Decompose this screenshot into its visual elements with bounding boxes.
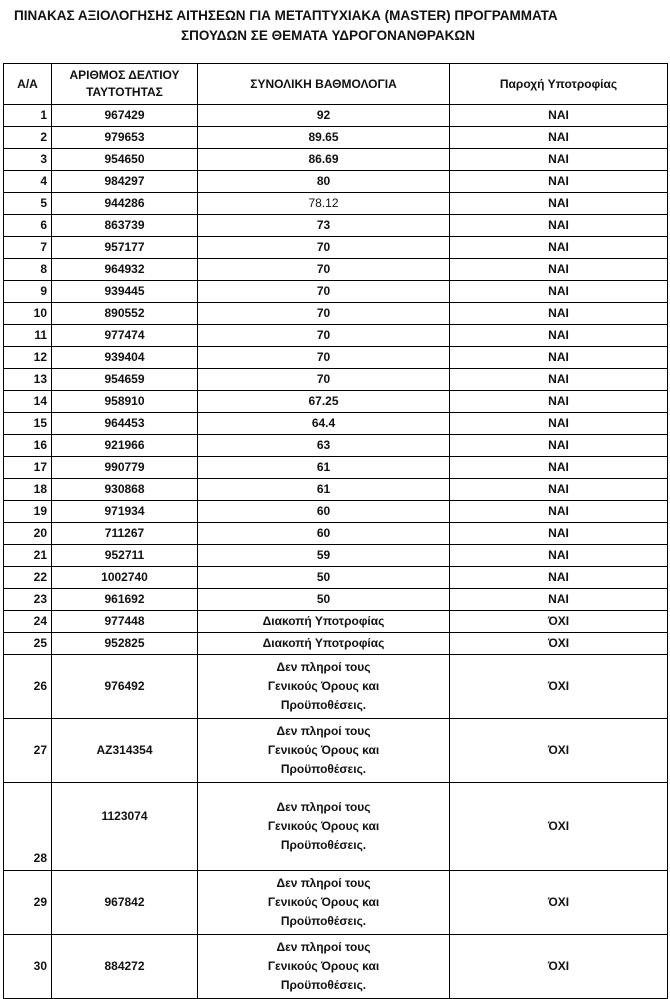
row-index: 4: [4, 171, 52, 193]
row-index: 1: [4, 105, 52, 127]
row-index: 3: [4, 149, 52, 171]
row-id-number: 921966: [52, 435, 198, 457]
row-index: 2: [4, 127, 52, 149]
row-total-score: 70: [198, 369, 450, 391]
table-row: [4, 567, 668, 589]
row-total-score: 70: [198, 347, 450, 369]
row-index: 14: [4, 391, 52, 413]
row-index: 29: [4, 871, 52, 935]
row-scholarship: ΝΑΙ: [450, 413, 668, 435]
row-index: 10: [4, 303, 52, 325]
table-row: [4, 215, 668, 237]
table-row: [4, 259, 668, 281]
row-scholarship: ΌΧΙ: [450, 783, 668, 871]
score-text-line: Γενικούς Όρους και: [267, 743, 380, 757]
row-id-number: 939404: [52, 347, 198, 369]
header-id-number: ΑΡΙΘΜΟΣ ΔΕΛΤΙΟΥ ΤΑΥΤΟΤΗΤΑΣ: [52, 64, 198, 105]
table-row: [4, 171, 668, 193]
row-id-number: 977474: [52, 325, 198, 347]
row-id-number: 930868: [52, 479, 198, 501]
score-text-line: Γενικούς Όρους και: [267, 679, 380, 693]
row-id-number: 1123074: [52, 783, 198, 871]
row-index: 8: [4, 259, 52, 281]
row-id-number: 939445: [52, 281, 198, 303]
table-row: [4, 611, 668, 633]
row-id-number: 884272: [52, 935, 198, 999]
header-index: Α/Α: [4, 64, 52, 105]
row-total-score: 61: [198, 479, 450, 501]
row-total-score: [198, 719, 450, 783]
row-id-number: 964932: [52, 259, 198, 281]
row-total-score: 73: [198, 215, 450, 237]
header-total-score: ΣΥΝΟΛΙΚΗ ΒΑΘΜΟΛΟΓΙΑ: [198, 64, 450, 105]
row-scholarship: ΝΑΙ: [450, 567, 668, 589]
row-index: 9: [4, 281, 52, 303]
row-id-number: 964453: [52, 413, 198, 435]
table-row: [4, 719, 668, 783]
table-row: [4, 369, 668, 391]
row-scholarship: ΝΑΙ: [450, 523, 668, 545]
row-total-score: [198, 871, 450, 935]
table-row: [4, 303, 668, 325]
row-scholarship: ΝΑΙ: [450, 479, 668, 501]
row-total-score: 63: [198, 435, 450, 457]
row-id-number: 711267: [52, 523, 198, 545]
row-index: 25: [4, 633, 52, 655]
score-text-line: Προϋποθέσεις.: [280, 978, 367, 992]
row-id-number: 976492: [52, 655, 198, 719]
table-row: [4, 871, 668, 935]
row-id-number: 990779: [52, 457, 198, 479]
row-index: 28: [4, 783, 52, 871]
row-scholarship: ΝΑΙ: [450, 105, 668, 127]
row-index: 15: [4, 413, 52, 435]
row-scholarship: ΌΧΙ: [450, 719, 668, 783]
table-row: [4, 237, 668, 259]
table-row: [4, 105, 668, 127]
row-total-score: [198, 783, 450, 871]
row-index: 16: [4, 435, 52, 457]
title-line-2: ΣΠΟΥΔΩΝ ΣΕ ΘΕΜΑΤΑ ΥΔΡΟΓΟΝΑΝΘΡΑΚΩΝ: [181, 28, 475, 43]
score-text-line: Προϋποθέσεις.: [280, 838, 367, 852]
row-id-number: ΑΖ314354: [52, 719, 198, 783]
row-index: 6: [4, 215, 52, 237]
table-row: [4, 193, 668, 215]
title-line-1: ΠΙΝΑΚΑΣ ΑΞΙΟΛΟΓΗΣΗΣ ΑΙΤΗΣΕΩΝ ΓΙΑ ΜΕΤΑΠΤΥΧΙΑΚΑ (MASTER) ΠΡΟΓΡΑΜΜΑΤΑ: [14, 8, 558, 23]
score-text-line: Δεν πληροί τους: [276, 800, 371, 814]
row-index: 26: [4, 655, 52, 719]
row-scholarship: ΝΑΙ: [450, 127, 668, 149]
row-total-score: 70: [198, 237, 450, 259]
row-scholarship: ΝΑΙ: [450, 237, 668, 259]
table-row: [4, 633, 668, 655]
table-row: [4, 347, 668, 369]
row-total-score: Διακοπή Υποτροφίας: [198, 633, 450, 655]
row-total-score: 80: [198, 171, 450, 193]
row-index: 20: [4, 523, 52, 545]
table-row: [4, 435, 668, 457]
score-text-line: Γενικούς Όρους και: [267, 819, 380, 833]
row-total-score: 70: [198, 325, 450, 347]
row-id-number: 944286: [52, 193, 198, 215]
row-total-score: 78.12: [198, 193, 450, 215]
row-scholarship: ΌΧΙ: [450, 655, 668, 719]
row-scholarship: ΝΑΙ: [450, 435, 668, 457]
evaluation-table: [3, 63, 668, 999]
table-row: [4, 413, 668, 435]
table-row: [4, 783, 668, 871]
table-row: [4, 545, 668, 567]
row-total-score: 89.65: [198, 127, 450, 149]
row-scholarship: ΝΑΙ: [450, 347, 668, 369]
row-total-score: [198, 935, 450, 999]
row-scholarship: ΝΑΙ: [450, 171, 668, 193]
row-total-score: 70: [198, 281, 450, 303]
score-text-line: Γενικούς Όρους και: [267, 895, 380, 909]
row-index: 23: [4, 589, 52, 611]
score-text-line: Γενικούς Όρους και: [267, 959, 380, 973]
score-text-line: Δεν πληροί τους: [276, 724, 371, 738]
row-total-score: Διακοπή Υποτροφίας: [198, 611, 450, 633]
row-id-number: 967429: [52, 105, 198, 127]
score-text-line: Προϋποθέσεις.: [280, 698, 367, 712]
row-id-number: 954659: [52, 369, 198, 391]
table-row: [4, 325, 668, 347]
row-id-number: 952711: [52, 545, 198, 567]
row-id-number: 1002740: [52, 567, 198, 589]
row-scholarship: ΝΑΙ: [450, 215, 668, 237]
row-index: 18: [4, 479, 52, 501]
row-scholarship: ΝΑΙ: [450, 589, 668, 611]
row-scholarship: ΝΑΙ: [450, 325, 668, 347]
row-total-score: 59: [198, 545, 450, 567]
table-row: [4, 589, 668, 611]
table-row: [4, 501, 668, 523]
row-index: 19: [4, 501, 52, 523]
table-row: [4, 523, 668, 545]
row-id-number: 952825: [52, 633, 198, 655]
row-index: 13: [4, 369, 52, 391]
row-id-number: 961692: [52, 589, 198, 611]
score-text-line: Δεν πληροί τους: [276, 660, 371, 674]
row-total-score: 64.4: [198, 413, 450, 435]
row-index: 7: [4, 237, 52, 259]
score-text-line: Προϋποθέσεις.: [280, 914, 367, 928]
row-id-number: 957177: [52, 237, 198, 259]
row-total-score: 92: [198, 105, 450, 127]
row-total-score: 67.25: [198, 391, 450, 413]
row-scholarship: ΌΧΙ: [450, 611, 668, 633]
document-title: [0, 6, 670, 46]
table-row: [4, 127, 668, 149]
table-row: [4, 935, 668, 999]
row-total-score: 60: [198, 523, 450, 545]
row-scholarship: ΝΑΙ: [450, 193, 668, 215]
row-index: 21: [4, 545, 52, 567]
row-total-score: 70: [198, 303, 450, 325]
table-row: [4, 149, 668, 171]
row-scholarship: ΝΑΙ: [450, 501, 668, 523]
row-scholarship: ΌΧΙ: [450, 633, 668, 655]
row-id-number: 863739: [52, 215, 198, 237]
table-row: [4, 479, 668, 501]
row-scholarship: ΝΑΙ: [450, 391, 668, 413]
score-text-line: Προϋποθέσεις.: [280, 762, 367, 776]
score-text-line: Δεν πληροί τους: [276, 940, 371, 954]
table-row: [4, 281, 668, 303]
row-total-score: 60: [198, 501, 450, 523]
table-row: [4, 655, 668, 719]
row-id-number: 979653: [52, 127, 198, 149]
row-id-number: 890552: [52, 303, 198, 325]
row-id-number: 954650: [52, 149, 198, 171]
row-scholarship: ΌΧΙ: [450, 935, 668, 999]
header-scholarship: Παροχή Υποτροφίας: [450, 64, 668, 105]
row-id-number: 967842: [52, 871, 198, 935]
row-total-score: [198, 655, 450, 719]
row-id-number: 971934: [52, 501, 198, 523]
row-scholarship: ΌΧΙ: [450, 871, 668, 935]
row-id-number: 984297: [52, 171, 198, 193]
row-scholarship: ΝΑΙ: [450, 545, 668, 567]
row-scholarship: ΝΑΙ: [450, 303, 668, 325]
row-index: 24: [4, 611, 52, 633]
row-index: 27: [4, 719, 52, 783]
row-total-score: 70: [198, 259, 450, 281]
row-total-score: 61: [198, 457, 450, 479]
table-row: [4, 391, 668, 413]
table-row: [4, 457, 668, 479]
row-scholarship: ΝΑΙ: [450, 369, 668, 391]
score-text-line: Δεν πληροί τους: [276, 876, 371, 890]
table-body: [4, 105, 668, 999]
row-index: 30: [4, 935, 52, 999]
row-index: 11: [4, 325, 52, 347]
row-scholarship: ΝΑΙ: [450, 457, 668, 479]
row-id-number: 958910: [52, 391, 198, 413]
row-id-number: 977448: [52, 611, 198, 633]
table-header-row: [4, 64, 668, 105]
row-total-score: 50: [198, 567, 450, 589]
row-index: 17: [4, 457, 52, 479]
row-total-score: 50: [198, 589, 450, 611]
row-total-score: 86.69: [198, 149, 450, 171]
row-index: 12: [4, 347, 52, 369]
row-scholarship: ΝΑΙ: [450, 259, 668, 281]
row-index: 22: [4, 567, 52, 589]
row-scholarship: ΝΑΙ: [450, 281, 668, 303]
row-index: 5: [4, 193, 52, 215]
row-scholarship: ΝΑΙ: [450, 149, 668, 171]
